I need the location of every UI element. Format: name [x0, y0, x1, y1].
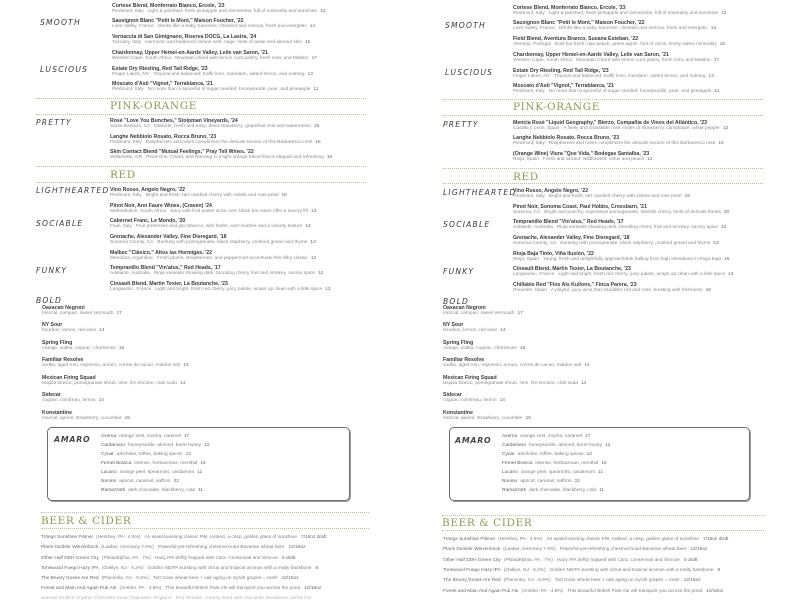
category-pretty: PRETTY	[443, 120, 479, 129]
amaro-item: Cardamaro honeysuckle, almond, burnt honey 12	[101, 443, 210, 448]
category-lighthearted: LIGHTHEARTED	[36, 186, 110, 195]
cocktail-item: Konstantine mezcal, aperol, strawberry, cucumber 15	[42, 410, 130, 421]
wine-item: Langhe Nebbiolo Rosato, Rocca Bruno, '23 Piedmont, Italy Raspberries and roses compliment the delicate texture of this Barbaresco rosé 16	[110, 134, 321, 145]
beer-item: Tröegs Sunshine Pilsner (Hershey, PA · 4.5%) An award-winning classic Pils. Indeed, a crisp, golden glass of sunshine 7/16oz draft	[41, 535, 327, 540]
wine-item: Field Blend, Aventura Branco, Susana Esteban, '22 Alentejo, Portugal Bold but fresh; ripe peach, green apple, hint of citrus, lovely saline minerality 15	[513, 36, 726, 47]
section-title-beer-cider: BEER & CIDER	[442, 517, 533, 529]
category-lighthearted: LIGHTHEARTED	[443, 188, 517, 197]
section-title-pink-orange: PINK-ORANGE	[513, 101, 600, 113]
beer-item-truncated: Samuel Smith's Organic Chocolate Stout (Tadcaster, England · 5%) Smooth, creamy stout with chocolate decadence 10/18.7oz	[41, 596, 312, 601]
divider	[443, 115, 763, 116]
wine-item: Pinot Noir, Ann Faure Wines, (Craven) '24 Stellenbosch, South Africa Juicy with fruit power at its core; black tea notes offer a savory lift 13	[110, 203, 317, 214]
wine-item: Chardonnay, Upper Hemel-en-Aarde Valley, Leile van Saron, '21 Western Cape, South Africa Mountain Chard with lemon curd pastry, fresh mint, and Maldon 17	[513, 52, 720, 63]
category-bold: BOLD	[36, 296, 63, 305]
beer-item: Other Half DDH Green City (Philadelphia, PA · 7%) Hazy IPA deftly hopped with Citra, Centennial and Simcoe 8 draft	[443, 558, 698, 563]
divider	[36, 114, 366, 115]
amaro-item: Cynar artichoke, toffee, baking spices 12	[502, 452, 592, 457]
category-smooth: SMOOTH	[40, 18, 81, 27]
section-title-beer-cider: BEER & CIDER	[41, 515, 132, 527]
amaro-item: Fernet Branca intense, herbaceous, menthol 16	[502, 461, 607, 466]
amaro-title: AMARO	[54, 435, 91, 444]
divider	[36, 166, 366, 167]
wine-item: Chardonnay, Upper Hemel-en-Aarde Valley, Leile van Saron, '21 Western Cape, South Africa Mountain chard with lemon curd pastry, fresh mint, and Maldon 17	[112, 50, 317, 61]
wine-item: Moscato d'Asti "Vignot," Terrabianca, '21 Piedmont, Italy No more than a spoonful of sugar needed; honeysuckle, pear, and pineapple 11	[112, 81, 319, 92]
amaro-title: AMARO	[455, 436, 492, 445]
cocktail-item: Oaxacan Negroni mezcal, campari, sweet vermouth 17	[42, 305, 122, 316]
cocktail-item: NY Sour bourbon, lemon, red wine 14	[443, 322, 506, 333]
divider	[443, 183, 763, 184]
amaro-item: Lucano orange peel, spearmint, cardamom 11	[101, 470, 203, 475]
cocktail-item: NY Sour bourbon, lemon, red wine 14	[42, 322, 105, 333]
amaro-item: Cynar artichoke, toffee, baking spices 12	[101, 452, 191, 457]
beer-item: Plank Dunkler Weizenbock (Laaber, Germany 7.8%) Powerful-yet-refreshing chestnut-hued Bavarian wheat beer 12/16oz	[443, 547, 708, 552]
wine-item: Cortese Blend, Monferrato Bianco, Ercole, '23 Piedmont, Italy Light & polished; fresh pineapple and clementine; full of minerality and sunshine 12	[513, 5, 727, 16]
wine-item: Rioja Baja Tinto, Viña Ilusión, '22 Rioja, Spain Young, fresh and delightfully approachable hailing from high elevations in Rioja Baja 15	[513, 251, 730, 262]
menu-page-right	[400, 0, 800, 600]
cocktail-item: Spring Fling orange, vodka, cognac, chartreuse 16	[443, 340, 526, 351]
divider	[36, 98, 366, 99]
category-bold: BOLD	[443, 297, 470, 306]
wine-item: Sauvignon Blanc "Petit le Mont," Maison Foucher, '22 Loire Valley, France Drinks like a baby Sancerre; chiseled and serious, fresh and energetic 14	[112, 18, 316, 29]
category-luscious: LUSCIOUS	[445, 68, 494, 77]
divider	[442, 530, 764, 531]
wine-item: Mencia Rosé "Liquid Geography," Bierzo, Compañía de Vinos del Atlántico, '23 Castilla y León, Spain A lively and charitable rosé; notes of strawberry, cantaloupe, white pepper 12	[513, 120, 729, 131]
wine-item: Malbec "Clásico," Altos las Hormigas, '22 Mendoza, Argentina Fresh plums, strawberries, and peppermint accentuate this silky classic 12	[110, 250, 317, 261]
menu-page-left	[0, 0, 400, 600]
wine-item: Cabernet Franc, Le Mondo, '20 Friuli, Italy Fruit preserves and pip tobacco, with herbs, worn leather and a velvety texture 13	[110, 218, 311, 229]
amaro-item: Fernet Branca intense, herbaceous, menthol 16	[101, 461, 206, 466]
cocktail-item: Sidecar cognac, cointreau, lemon 14	[443, 392, 505, 403]
beer-item: Tonewood Fuego Hazy IPA (Oaklyn, NJ · 6.2%) Golden NEIPA bursting with citrus and tropical aromas with a malty backbone 8	[41, 566, 319, 571]
divider	[442, 515, 764, 516]
wine-item: Tempranillo Blend "Vin'atus," Red Heads, '17 Adelaide, Australia Rioja varietals showing dark, brooding cherry fruit and smokey, savory spice 12	[110, 265, 324, 276]
beer-item: Plank Dunkler Weizenbock (Laaber, Germany 7.8%) Powerful-yet-refreshing chestnut-hued Bavarian wheat beer 12/16oz	[41, 545, 306, 550]
wine-item: Skin Contact Blend "Mutual Feelings," Pray Tell Wines, '22 Willamette, OR Pinot Gris, Chard, and Riesling in a light orange blend that is elegant and refreshing 16	[110, 149, 333, 160]
category-funky: FUNKY	[443, 267, 475, 276]
category-sociable: SOCIABLE	[36, 219, 84, 228]
amaro-item: Nonino apricot, caramel, saffron 22	[101, 479, 179, 484]
wine-item: Rosé "Love You Bunches," Stolpman Vineyards, '24 Santa Barbara, CA Delicate, fresh and easy; dried strawberry, grapefruit zest and watermelon 15	[110, 118, 320, 129]
beer-item: The Bruery Goses Are Red (Placentia, CA · 5.6%) Tart Gose wheat beer + oak aging on Syrah grapes = rosé! 12/16oz	[443, 578, 701, 583]
divider	[41, 512, 369, 513]
wine-item: Langhe Nebbiolo Rosato, Rocca Bruno, '23 Piedmont, Italy Raspberries and roses compliment the delicate texture of this Barbaresco rosé 16	[513, 135, 724, 146]
divider	[41, 528, 369, 529]
beer-item: Forest and Main And Again Pub Ale (Ambler, PA · 4.8%) This beautiful British Pale Ale will transport you across the pond 10/16oz	[443, 589, 724, 594]
wine-item: Moscato d'Asti "Vignot," Terrabianca, '21 Piedmont, Italy No more than a spoonful of sugar needed; honeysuckle, pear, and pineapple 11	[513, 83, 720, 94]
category-smooth: SMOOTH	[445, 21, 486, 30]
wine-item: Cinsault Blend, Martin Texier, La Boutanche, '23 Languedoc, France Light and bright, fresh red cherry, juicy palate, wraps up clean with a little spice 13	[110, 281, 331, 292]
cocktail-item: Spring Fling orange, vodka, cognac, chartreuse 16	[42, 340, 125, 351]
category-pretty: PRETTY	[36, 118, 72, 127]
cocktail-item: Mexican Firing Squad tequila blanco, pomegranate shrub, lime, fire tincture, club soda 14	[443, 375, 587, 386]
section-title-red: RED	[513, 171, 539, 183]
wine-item: Grenache, Alexander Valley, Fine Disregard, '18 Sonoma County, CA Bursting with pomegranate, black raspberry, crushed gravel and thyme 13	[110, 234, 316, 245]
divider	[443, 99, 763, 100]
wine-item: Vino Rosso, Angelo Negro, '22 Piedmont, Italy Bright and fresh; tart candied cherry with violets and rose petal 15	[110, 187, 287, 198]
amaro-item: Cardamaro honeysuckle, almond, burnt honey 12	[502, 443, 611, 448]
amaro-item: Ramazzotti dark chocolate, blackberry, cola 11	[502, 488, 605, 493]
beer-item: Tonewood Fuego Hazy IPA (Oaklyn, NJ · 6.2%) Golden NEIPA bursting with citrus and tropical aromas with a malty backbone 8	[443, 568, 721, 573]
wine-item: Estate Dry Riesling, Red Tail Ridge, '23 Finger Lakes, NY Tropical and balanced; Kaffir lime, mandarin, salted lemon, and nutmeg 13	[112, 66, 313, 77]
divider	[443, 168, 763, 169]
divider	[36, 182, 366, 183]
amaro-item: Nonino apricot, caramel, saffron 22	[502, 479, 580, 484]
cocktail-item: Familiar Resolve vodka, aged rum, espresso, amaro, creme de cacao, maldon salt 14	[443, 357, 590, 368]
category-sociable: SOCIABLE	[443, 220, 491, 229]
cocktail-item: Familiar Resolve vodka, aged rum, espresso, amaro, creme de cacao, maldon salt 14	[42, 357, 189, 368]
wine-item: Vernaccia di San Gimignano, Riserva DOCG, La Lastra, '24 Tuscany, Italy Harmonic and balanced; lemon zest, sage, hints of anise and almond skin 15	[112, 34, 311, 45]
wine-item: Estate Dry Riesling, Red Tail Ridge, '23 Finger Lakes, NY Tropical and balanced; Kaffir lime, mandarin, salted lemon, and nutmeg 13	[513, 68, 714, 79]
amaro-item: Averna orange zest, mocha, caramel 17	[502, 434, 591, 439]
cocktail-item: Sidecar cognac, cointreau, lemon 14	[42, 392, 104, 403]
amaro-item: Averna orange zest, mocha, caramel 17	[101, 434, 190, 439]
cocktail-item: Oaxacan Negroni mezcal, campari, sweet vermouth 17	[443, 305, 523, 316]
amaro-item: Ramazzotti dark chocolate, blackberry, cola 11	[101, 488, 204, 493]
wine-item: Sauvignon Blanc "Petit le Mont," Maison Foucher, '22 Loire Valley, France Drinks like a baby Sancerre; chiseled and serious, fresh and energetic 14	[513, 20, 717, 31]
wine-item: Pinot Noir, Sonoma Coast, Paul Hobbs, Crossbarn, '21 Sonoma, CA Bright and punchy; expressive pomegranate, Morello cherry, hints of delicate florals 20	[513, 204, 730, 215]
beer-item: Forest and Main And Again Pub Ale (Ambler, PA · 4.8%) This beautiful British Pale Ale will transport you across the pond 10/16oz	[41, 586, 322, 591]
beer-item: Tröegs Sunshine Pilsner (Hershey, PA · 4.5%) An award-winning classic Pils. Indeed, a crisp, golden glass of sunshine 7/16oz draft	[443, 537, 729, 542]
wine-item: Chillable Red "Fins Als Kullons," Finca Parera, '23 Penedès, Spain A playful, juicy wine that straddles red and rosé, bursting with freshness 16	[513, 282, 711, 293]
cocktail-item: Mexican Firing Squad tequila blanco, pomegranate shrub, lime, fire tincture, club soda 14	[42, 375, 186, 386]
beer-item: The Bruery Goses Are Red (Placentia, CA · 5.6%) Tart Gose wheat beer + oak aging on Syrah grapes = rosé! 12/16oz	[41, 576, 299, 581]
category-funky: FUNKY	[36, 266, 68, 275]
beer-item: Other Half DDH Green City (Philadelphia, PA · 7%) Hazy IPA deftly hopped with Citra, Centennial and Simcoe 8 draft	[41, 556, 296, 561]
amaro-item: Lucano orange peel, spearmint, cardamom 11	[502, 470, 604, 475]
wine-item: Cinsault Blend, Martin Texier, La Boutanche, '23 Languedoc, France Light and bright, fresh red cherry, juicy palate, wraps up clean with a little spice 13	[513, 266, 734, 277]
cocktail-item: Konstantine mezcal, aperol, strawberry, cucumber 15	[443, 410, 531, 421]
category-luscious: LUSCIOUS	[40, 65, 89, 74]
section-title-pink-orange: PINK-ORANGE	[110, 100, 197, 112]
section-title-red: RED	[110, 169, 136, 181]
wine-item: Grenache, Alexander Valley, Fine Disregard, '18 Sonoma County, CA Bursting with pomegranate, black raspberry, crushed gravel and thyme 13	[513, 235, 719, 246]
wine-item: Vino Rosso, Angelo Negro, '22 Piedmont, Italy Bright and fresh; tart candied cherry with violets and rose petal 15	[513, 188, 690, 199]
wine-item: Cortese Blend, Monferrato Bianco, Ercole, '23 Piedmont, Italy Light & polished; fresh pineapple and clementine; full of minerality and sunshine 12	[112, 3, 326, 14]
wine-item: Tempranillo Blend "Vin'atus," Red Heads, '17 Adelaide, Australia Rioja varietals showing dark, brooding cherry fruit and smokey, savory spice 12	[513, 219, 727, 230]
wine-item: (Orange Wine) Viura "Que Vida," Bodegas Santalba, '23 Rioja, Spain Fresh and vibrant; wildflowers, citrus and peach 12	[513, 151, 653, 162]
